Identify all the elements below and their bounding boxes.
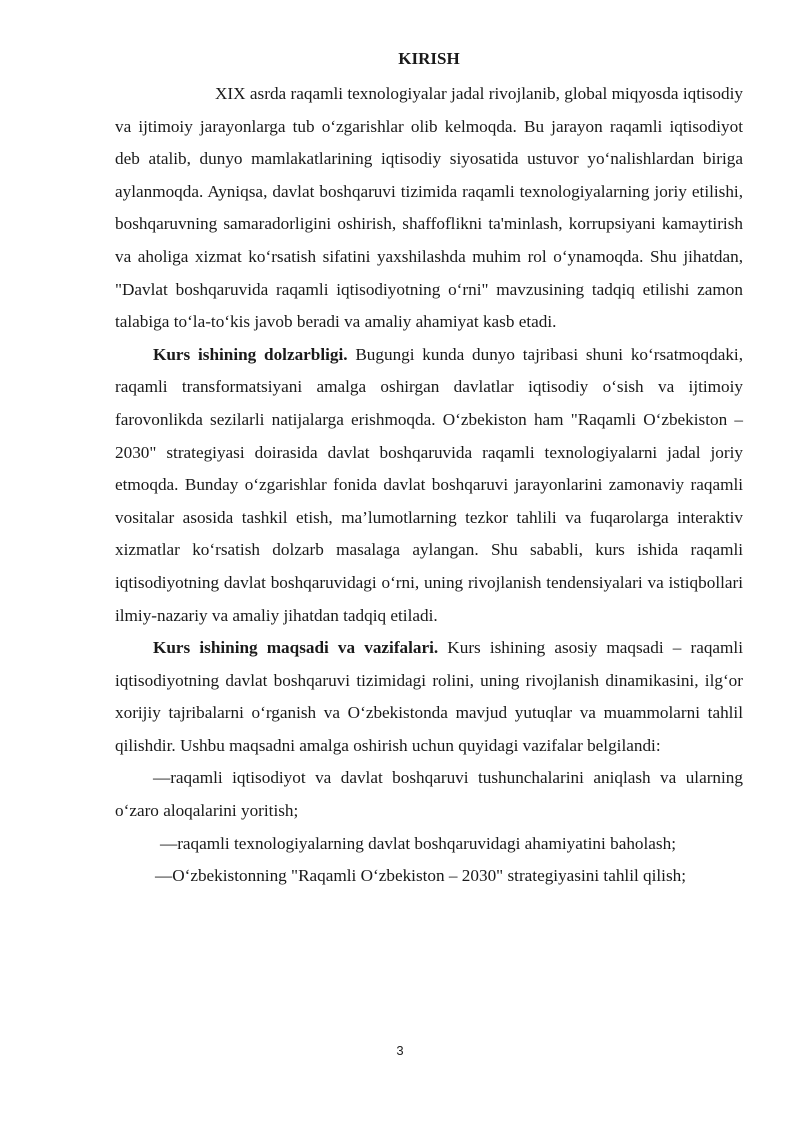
relevance-text: Bugungi kunda dunyo tajribasi shuni ko‘rsatmoqdaki, raqamli transformatsiyani amalga oshirgan davlatlar iqtisodiy o‘sish va ijtimoiy farovonlikda sezilarli natijalarga erishmoqda. O‘zbekiston ham "Raqamli O‘zbekiston – 2030" strategiyasi doirasida davlat boshqaruvida raqamli texnologiyalarni jadal joriy etmoqda. Bunday o‘zgarishlar fonida davlat boshqaruvi jarayonlarini zamonaviy raqamli vositalar asosida tashkil etish, ma’lumotlarning tezkor tahlili va fuqarolarga interaktiv xizmatlar ko‘rsatish dolzarb masalaga aylangan. Shu sababli, kurs ishida raqamli iqtisodiyotning davlat boshqaruvidagi o‘rni, uning rivojlanish tendensiyalari va istiqbollari ilmiy-nazariy va amaliy jihatdan tadqiq etiladi. bbox=[115, 344, 743, 625]
goal-paragraph bbox=[115, 632, 743, 762]
goal-text: Kurs ishining asosiy maqsadi – raqamli iqtisodiyotning davlat boshqaruvi tizimidagi rolini, uning rivojlanish dinamikasini, ilg‘or xorijiy tajribalarni o‘rganish va O‘zbekistonda mavjud yutuqlar va muammolarni tahlil qilishdir. Ushbu maqsadni amalga oshirish uchun quyidagi vazifalar belgilandi: bbox=[115, 638, 743, 755]
section-title: KIRISH bbox=[398, 49, 460, 68]
intro-paragraph: XIX asrda raqamli texnologiyalar jadal rivojlanib, global miqyosda iqtisodiy va ijtimoiy jarayonlarga tub o‘zgarishlar olib kelmoqda. Bu jarayon raqamli iqtisodiyot deb atalib, dunyo mamlakatlarining iqtisodiy siyosatida ustuvor yo‘nalishlardan biriga aylanmoqda. Ayniqsa, davlat boshqaruvi tizimida raqamli texnologiyalarning joriy etilishi, boshqaruvning samaradorligini oshirish, shaffoflikni ta'minlash, korrupsiyani kamaytirish va aholiga xizmat ko‘rsatish sifatini yaxshilashda muhim rol o‘ynamoqda. Shu jihatdan, "Davlat boshqaruvida raqamli iqtisodiyotning o‘rni" mavzusining tadqiq etilishi zamon talabiga to‘la-to‘kis javob beradi va amaliy ahamiyat kasb etadi. bbox=[115, 84, 743, 332]
document-page bbox=[115, 44, 743, 893]
relevance-paragraph bbox=[115, 339, 743, 632]
page-number: 3 bbox=[396, 1043, 404, 1058]
task-item: —O‘zbekistonning "Raqamli O‘zbekiston – 2030" strategiyasini tahlil qilish; bbox=[155, 866, 687, 886]
relevance-heading: Kurs ishining dolzarbligi. bbox=[153, 344, 348, 364]
goal-heading: Kurs ishining maqsadi va vazifalari. bbox=[153, 638, 439, 658]
task-item: —raqamli iqtisodiyot va davlat boshqaruvi tushunchalarini aniqlash va ularning o‘zaro aloqalarini yoritish; bbox=[115, 768, 743, 821]
task-item: —raqamli texnologiyalarning davlat boshqaruvidagi ahamiyatini baholash; bbox=[160, 833, 676, 853]
